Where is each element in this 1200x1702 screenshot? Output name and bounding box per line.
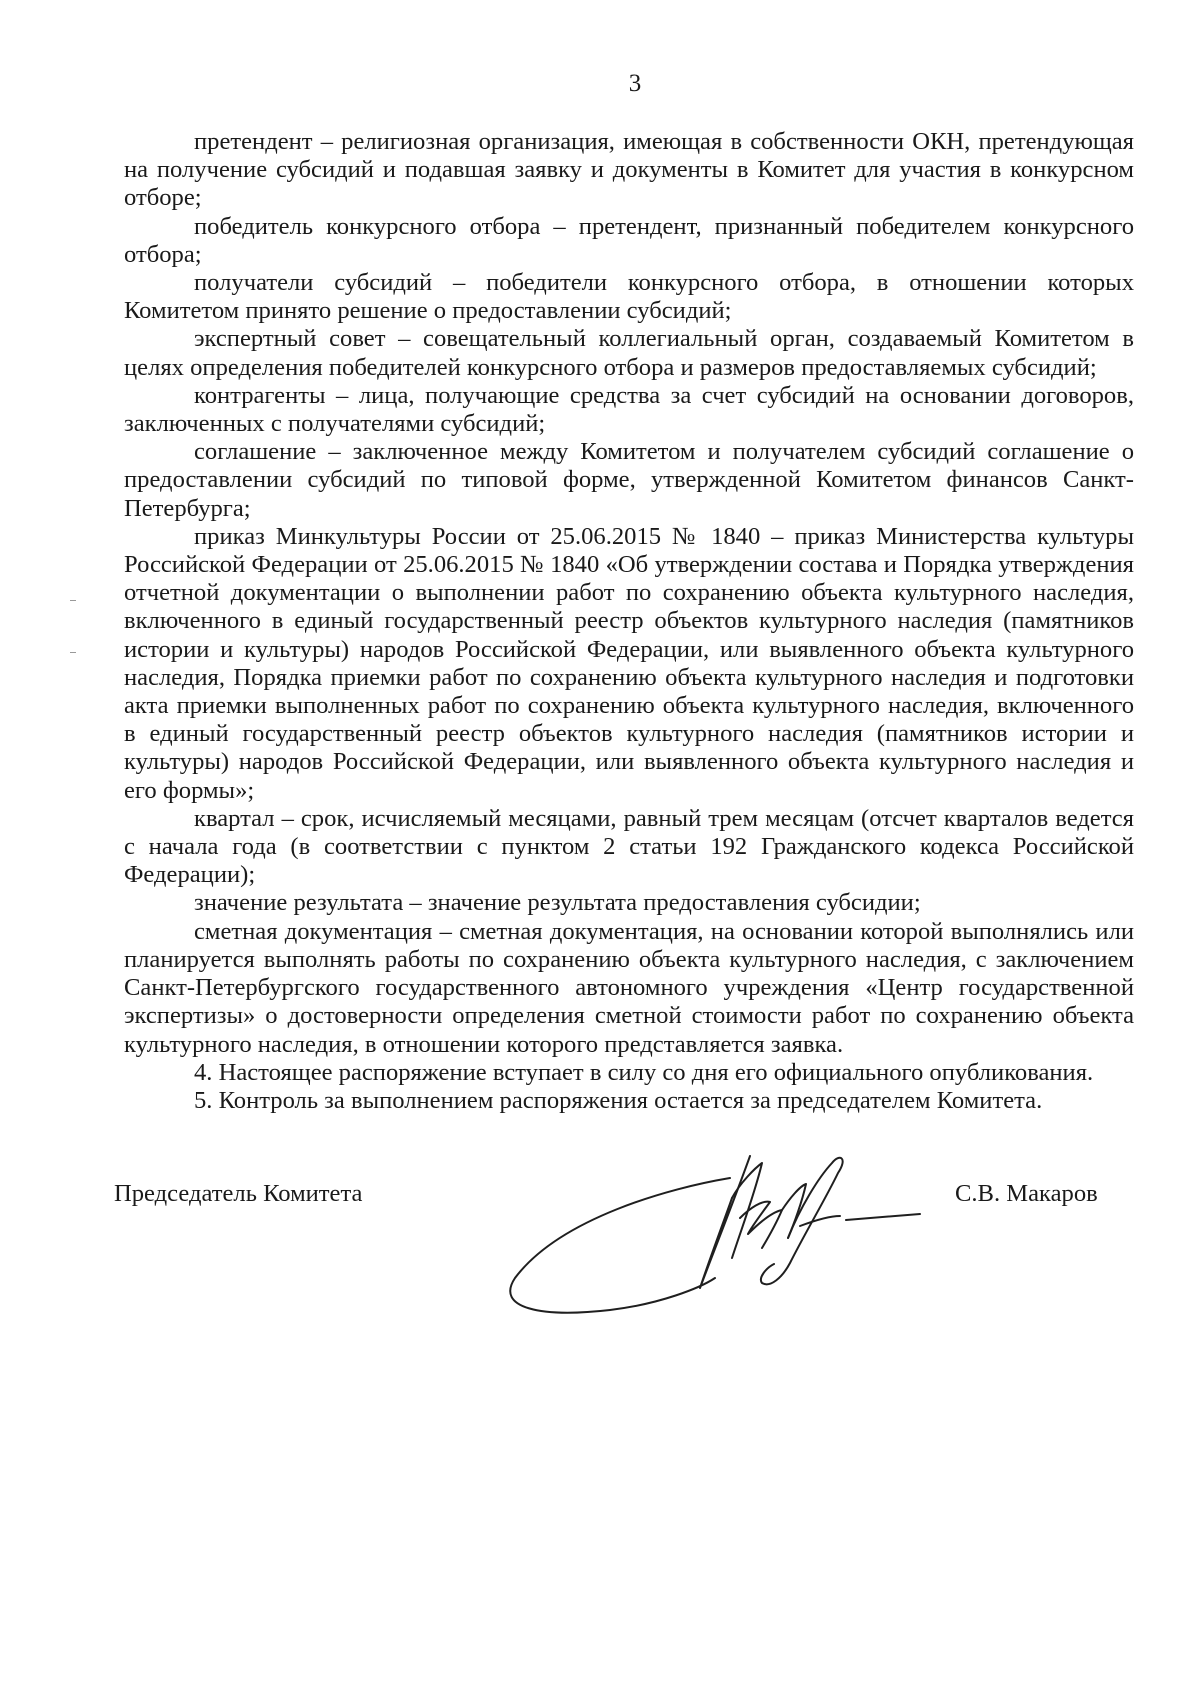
- paragraph-estimate-docs: сметная документация – сметная документация, на основании которой выполнялись или планируется выполнять работы по сохранению объекта культурного наследия, с заключением Санкт-Петербургского государственного автономного учреждения «Центр государственной экспертизы» о достоверности определения сметной стоимости работ по сохранению объекта культурного наследия, в отношении которого представляется заявка.: [124, 917, 1134, 1058]
- signer-name: С.В. Макаров: [955, 1180, 1098, 1207]
- paragraph-agreement: соглашение – заключенное между Комитетом и получателем субсидий соглашение о предоставлении субсидий по типовой форме, утвержденной Комитетом финансов Санкт-Петербурга;: [124, 438, 1134, 522]
- paragraph-clause-5: 5. Контроль за выполнением распоряжения остается за председателем Комитета.: [194, 1086, 1043, 1114]
- paragraph-contractors: контрагенты – лица, получающие средства за счет субсидий на основании договоров, заключенных с получателями субсидий;: [124, 381, 1134, 438]
- document-body: [124, 128, 1134, 1115]
- signature-block: [0, 1178, 1200, 1318]
- paragraph-applicant: претендент – религиозная организация, имеющая в собственности ОКН, претендующая на получение субсидий и подавшая заявку и документы в Комитет для участия в конкурсном отборе;: [124, 128, 1134, 212]
- signer-position: Председатель Комитета: [114, 1180, 363, 1207]
- scan-margin-mark: [70, 600, 76, 601]
- paragraph-ministry-order: приказ Минкультуры России от 25.06.2015 № 1840 – приказ Министерства культуры Российской Федерации от 25.06.2015 № 1840 «Об утверждении состава и Порядка утверждения отчетной документации о выполнении работ по сохранению объекта культурного наследия, включенного в единый государственный реестр объектов культурного наследия (памятников истории и культуры) народов Российской Федерации, или выявленного объекта культурного наследия, Порядка приемки работ по сохранению объекта культурного наследия и подготовки акта приемки выполненных работ по сохранению объекта культурного наследия, включенного в единый государственный реестр объектов культурного наследия (памятников истории и культуры) народов Российской Федерации, или выявленного объекта культурного наследия и его формы»;: [124, 522, 1134, 804]
- paragraph-clause-4: 4. Настоящее распоряжение вступает в силу со дня его официального опубликования.: [194, 1058, 1094, 1086]
- scan-margin-mark: [70, 652, 76, 653]
- paragraph-expert-council: экспертный совет – совещательный коллегиальный орган, создаваемый Комитетом в целях определения победителей конкурсного отбора и размеров предоставляемых субсидий;: [124, 325, 1134, 381]
- paragraph-result-value: значение результата – значение результата предоставления субсидии;: [194, 889, 921, 917]
- paragraph-recipients: получатели субсидий – победители конкурсного отбора, в отношении которых Комитетом принято решение о предоставлении субсидий;: [124, 269, 1134, 325]
- paragraph-quarter: квартал – срок, исчисляемый месяцами, равный трем месяцам (отсчет кварталов ведется с начала года (в соответствии с пунктом 2 статьи 192 Гражданского кодекса Российской Федерации);: [124, 804, 1134, 889]
- paragraph-winner: победитель конкурсного отбора – претендент, признанный победителем конкурсного отбора;: [124, 212, 1134, 268]
- handwritten-signature: [500, 1138, 940, 1318]
- page-number: 3: [628, 70, 642, 97]
